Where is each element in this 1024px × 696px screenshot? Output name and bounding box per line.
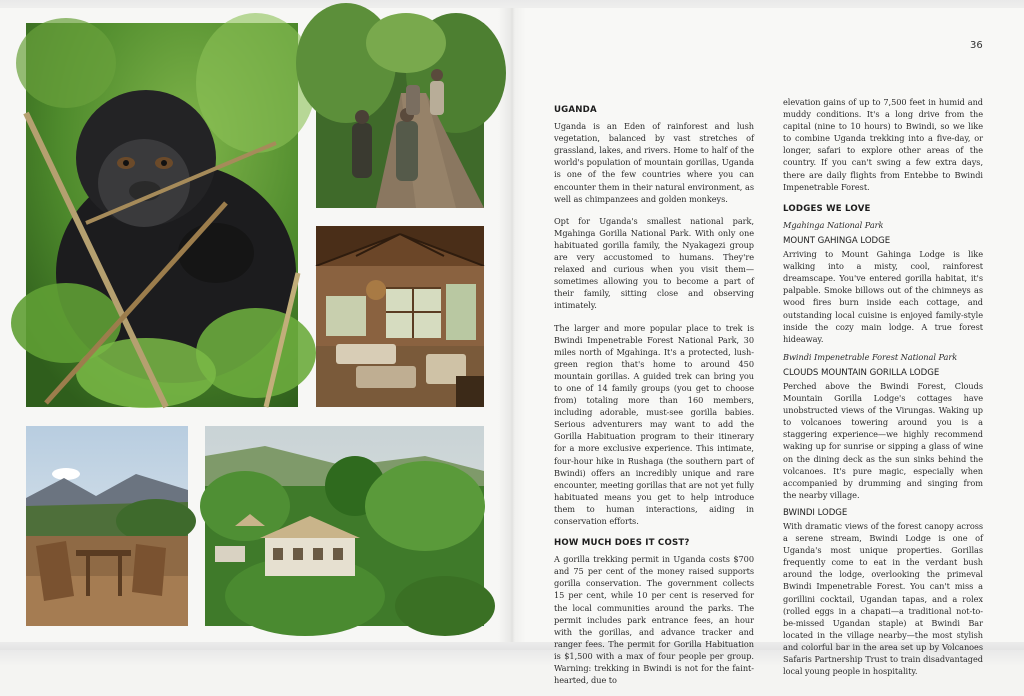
cost-heading: HOW MUCH DOES IT COST? xyxy=(554,538,690,549)
lodge-name-clouds: CLOUDS MOUNTAIN GORILLA LODGE xyxy=(783,367,940,378)
page-number: 36 xyxy=(970,40,983,51)
lodge-description: Arriving to Mount Gahinga Lodge is like walking into a misty, cool, rainforest dreamscape. You've entered gorilla habitat, it's palpable. Smoke billows out of the chimneys as wood fires burn inside each cottage, and outstanding local cuisine is enjoyed family-style inside the cozy main lodge. A true forest hideaway. xyxy=(783,249,983,344)
lodge-description: With dramatic views of the forest canopy across a serene stream, Bwindi Lodge is one of Uganda's most unique properties. Gorillas frequently come to eat in the verdant bush around the lodge, overlooking the primeval Bwindi Impenetrable Forest. You can't miss a gorillini cocktail, Ugandan tapas, and a rolex (rolled eggs in a chapati—a traditional not-to-be-missed Ugandan staple) at Bwindi Bar located in the village nearby—the most stylish and colorful bar in the area set up by Volcanoes Safaris Partnership Trust to train disadvantaged local young people in hospitality. xyxy=(783,521,983,677)
paragraph: Uganda is an Eden of rainforest and lush vegetation, balanced by vast stretches of grassland, lakes, and rivers. Home to half of the world's population of mountain gorillas, Uganda is one of the few countries where you can encounter them in their natural environment, as well as chimpanzees and golden monkeys. xyxy=(554,121,754,204)
trekkers-photo xyxy=(316,23,484,208)
forest-lodge-photo xyxy=(205,426,484,626)
lodges-heading: LODGES WE LOVE xyxy=(783,203,871,214)
page-gutter xyxy=(498,8,526,642)
paragraph: The larger and more popular place to trek is Bwindi Impenetrable Forest National Park, 30 miles north of Mgahinga. It's a protected, lush-green region that's home to around 450 mountain gorillas. A guided trek can bring you to one of 14 family groups (you get to choose from) totaling more than 160 members, including adorable, must-see gorilla babies. Serious adventurers may want to add the Gorilla Habituation program to their itinerary for a more exclusive experience. This intimate, four-hour hike in Rushaga (the southern part of Bwindi) offers an incredibly unique and rare encounter, meeting gorillas that are not yet fully habituated means you get to help introduce them to human interactions, aiding in conservation efforts. xyxy=(554,322,754,526)
lodge-name-mount-gahinga: MOUNT GAHINGA LODGE xyxy=(783,235,891,246)
text-column-2 xyxy=(783,96,983,683)
paragraph: Opt for Uganda's smallest national park, Mgahinga Gorilla National Park. With only one habituated gorilla family, the Nyakagezi group are very accustomed to humans. They're relaxed and curious when you visit them—sometimes allowing you to become a part of their family, sitting close and observing intimately. xyxy=(554,215,754,311)
lodge-description: Perched above the Bwindi Forest, Clouds Mountain Gorilla Lodge's cottages have unobstructed views of the Virungas. Waking up to volcanoes towering around you is a staggering experience—we highly recommend waking up for sunrise or sipping a glass of wine on the dining deck as the sun sinks behind the volcanoes. It's pure magic, especially when accompanied by drumming and singing from the nearby village. xyxy=(783,380,983,500)
paragraph: A gorilla trekking permit in Uganda costs $700 and 75 per cent of the money raised supports gorilla conservation. The government collects 15 per cent, while 10 per cent is reserved for the local communities around the parks. The permit includes park entrance fees, an hour with the gorillas, and advance tracker and ranger fees. The permit for Gorilla Habituation is $1,500 with a max of four people per group. Warning: trekking in Bwindi is not for the faint-hearted, due to xyxy=(554,554,754,686)
paragraph: elevation gains of up to 7,500 feet in humid and muddy conditions. It's a long drive from the capital (nine to 10 hours) to Bwindi, so we like to combine Uganda trekking into a five-day, or longer, safari to explore other areas of the country. If you can't swing a few extra days, there are daily flights from Entebbe to Bwindi Impenetrable Forest. xyxy=(783,97,983,192)
lodge-name-bwindi: BWINDI LODGE xyxy=(783,507,848,518)
lodge-interior-photo xyxy=(316,226,484,407)
park-subheading-mgahinga: Mgahinga National Park xyxy=(783,219,884,230)
text-column-1 xyxy=(554,104,754,696)
volcano-terrace-photo xyxy=(26,426,188,626)
uganda-heading: UGANDA xyxy=(554,105,597,115)
park-subheading-bwindi: Bwindi Impenetrable Forest National Park xyxy=(783,351,958,362)
gorilla-photo xyxy=(26,23,298,407)
